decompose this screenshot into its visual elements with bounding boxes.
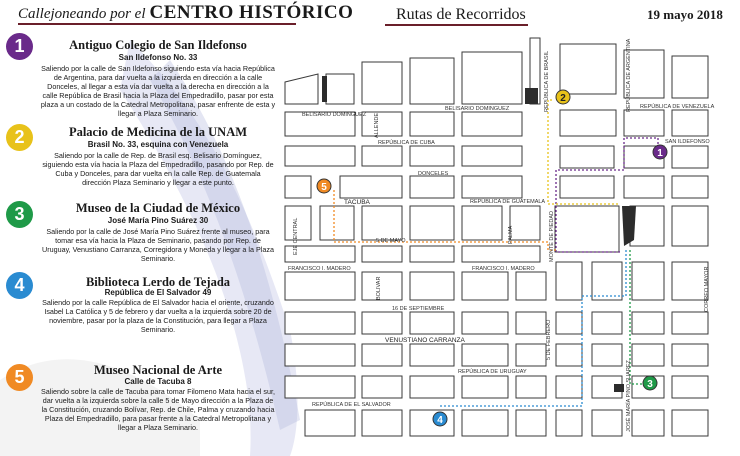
city-block (410, 176, 454, 198)
landmark-block (614, 384, 624, 392)
city-block (305, 410, 355, 436)
city-block (560, 44, 616, 94)
street-label: VENUSTIANO CARRANZA (385, 337, 465, 344)
city-block (672, 376, 708, 398)
city-block (624, 110, 664, 136)
route-address: República de El Salvador 49 (104, 288, 212, 297)
city-blocks (285, 38, 708, 436)
city-block (560, 110, 616, 136)
route-address: San Ildefonso No. 33 (118, 53, 198, 62)
street-label: 16 DE SEPTIEMBRE (392, 306, 445, 312)
route-name: Biblioteca Lerdo de Tejada (85, 275, 231, 289)
route-description: Saliendo por la calle República de El Salvador hacia el oriente, cruzando Isabel La Católica y 5 de febrero y dar vuelta a la izquierda sobre 20 de noviembre, pasar por la plaza de la Constitución, para llegar a Plaza Seminario. (42, 298, 274, 334)
city-block (672, 176, 708, 198)
city-block (410, 112, 454, 136)
route-number-badge: 3 (6, 201, 33, 228)
city-block (462, 176, 522, 198)
city-block (516, 376, 546, 398)
street-label: BOLIVAR (376, 276, 382, 300)
city-block (560, 176, 614, 198)
route-number-badge: 4 (6, 272, 33, 299)
city-block (410, 410, 454, 436)
city-block (326, 74, 354, 104)
page-title-script: Callejoneando por el (18, 6, 146, 22)
marker-number: 5 (321, 182, 327, 193)
marker-number: 2 (560, 93, 566, 104)
street-label: REPÚBLICA DE GUATEMALA (470, 199, 546, 205)
route-number-badge: 2 (6, 124, 33, 151)
city-block (362, 206, 402, 240)
map-marker-2 (556, 90, 570, 104)
map-title: Rutas de Recorridos (396, 6, 526, 23)
street-label: ALLENDE (374, 112, 380, 138)
landmark-block (322, 76, 327, 102)
page-title-caps: CENTRO HISTÓRICO (149, 2, 354, 23)
city-block (672, 410, 708, 436)
city-block (555, 206, 619, 252)
city-block (556, 344, 582, 366)
route-address: Brasil No. 33, esquina con Venezuela (87, 140, 229, 149)
city-block (516, 272, 546, 300)
city-block (516, 344, 546, 366)
city-block (285, 146, 355, 166)
route-description: Saliendo por la calle de San Ildefonso siguiendo esta vía hacia República de Argentina, para dar vuelta a la izquierda en dirección a la calle Donceles, al llegar a esta vía dar vuelta a la derecha en dirección a la calle República de Brasil hacia la Plaza del Empedradillo, pasar por esta plaza a un costado de la Catedral Metropolitana, pasar enfrente de esta y llegar a Plaza Seminario. (40, 64, 276, 118)
street-label: JOSÉ MARÍA PINO SUAREZ (626, 360, 632, 432)
street-label: FRANCISCO I. MADERO (288, 266, 351, 272)
city-block (556, 376, 582, 398)
city-block (462, 376, 508, 398)
city-block (362, 146, 402, 166)
city-block (285, 74, 318, 104)
map-marker-1 (653, 145, 667, 159)
city-block (362, 272, 402, 300)
street-label: REPÚBLICA DE EL SALVADOR (312, 402, 391, 408)
city-block (462, 146, 522, 166)
marker-number: 4 (437, 415, 443, 426)
street-label: REPÚBLICA DE VENEZUELA (640, 104, 715, 110)
city-block (592, 410, 622, 436)
city-block (362, 62, 402, 104)
city-block (672, 344, 708, 366)
city-block (410, 376, 454, 398)
city-block (362, 344, 402, 366)
city-block (672, 146, 708, 168)
route-name: Museo de la Ciudad de México (75, 201, 241, 215)
street-label: FRANCISCO I. MADERO (472, 266, 535, 272)
city-block (410, 146, 454, 166)
street-label: REPÚBLICA DE ARGENTINA (626, 38, 632, 112)
city-block (556, 312, 582, 334)
street-label: 5 DE FEBRERO (546, 319, 552, 360)
route-number-badge: 5 (6, 364, 33, 391)
city-block (592, 262, 622, 300)
city-block (410, 272, 454, 300)
route-description: Saliendo sobre la calle de Tacuba para tomar Filomeno Mata hacia el sur, dar vuelta a la izquierda sobre la calle 5 de Mayo dirección a la Plaza de la Constitución, cruzando Bolívar, Rep. de Chile, Palma y cruzando hacia Plaza del Empedradillo, para pasar frente a la Catedral Metropolitana y llegar a Plaza Seminario. (41, 387, 275, 432)
city-block (285, 376, 355, 398)
city-block (462, 52, 522, 104)
city-block (672, 206, 708, 246)
city-block (516, 312, 546, 334)
city-block (462, 246, 540, 262)
route-description: Saliendo por la calle de José María Pino Suárez frente al museo, para tomar esa vía hacia la Plaza de Seminario, pasando por Rep. de Uruguay, Venustiano Carranza, Corregidora y Moneda y llegar a la Plaza Seminario. (42, 227, 274, 263)
street-label: DONCELES (418, 171, 449, 177)
street-label: CORREO MAYOR (704, 266, 710, 312)
route-address: José María Pino Suárez 30 (107, 216, 209, 225)
city-block (340, 176, 402, 198)
city-block (410, 58, 454, 104)
city-block (632, 262, 664, 300)
street-label: REPÚBLICA DE BRASIL (544, 50, 550, 112)
street-label: REPÚBLICA DE URUGUAY (458, 369, 527, 375)
city-block (556, 410, 582, 436)
city-block (672, 56, 708, 98)
city-block (410, 344, 454, 366)
city-block (592, 312, 622, 334)
street-label: SAN ILDEFONSO (665, 139, 710, 145)
city-block (462, 312, 508, 334)
city-block (285, 176, 311, 198)
route-number-badge: 1 (6, 33, 33, 60)
city-block (672, 262, 708, 300)
city-block (462, 272, 508, 300)
city-block (556, 262, 582, 300)
catedral-block (622, 206, 636, 246)
city-block (560, 146, 614, 168)
city-block (410, 246, 454, 262)
city-block (285, 312, 355, 334)
city-block (362, 112, 402, 136)
city-block (462, 410, 508, 436)
street-label: BELISARIO DOMINGUEZ (445, 106, 510, 112)
map-marker-4 (433, 412, 447, 426)
city-block (632, 312, 664, 334)
marker-number: 1 (657, 148, 663, 159)
city-block (462, 206, 502, 240)
city-block (672, 110, 708, 136)
map-marker-3 (643, 376, 657, 390)
street-label: EJE CENTRAL (293, 217, 299, 255)
route-address: Calle de Tacuba 8 (124, 377, 192, 386)
route-description: Saliendo por la calle de Rep. de Brasil esq. Belisario Domínguez, siguiendo esta vía hacia la Plaza del Empedradillo, pasando por Rep. de Cuba y Donceles, para dar vuelta en la calle Rep. de Guatemala dirección Plaza Seminario y llegar a este punto. (42, 151, 274, 187)
city-block (632, 410, 664, 436)
street-label: PALMA (508, 225, 514, 244)
event-date: 19 mayo 2018 (647, 7, 723, 22)
city-block (410, 312, 454, 334)
city-block (362, 410, 402, 436)
city-block (410, 206, 454, 240)
city-block (320, 206, 354, 240)
city-block (462, 112, 522, 136)
street-label: 5 DE MAYO (376, 238, 406, 244)
city-block (592, 344, 622, 366)
city-block (632, 344, 664, 366)
city-block (624, 176, 664, 198)
landmark-block (525, 88, 538, 104)
street-label: TACUBA (344, 199, 370, 206)
city-block (672, 312, 708, 334)
city-block (462, 344, 508, 366)
route-name: Antiguo Colegio de San Ildefonso (69, 38, 247, 52)
marker-number: 3 (647, 379, 653, 390)
city-block (510, 206, 540, 240)
city-block (362, 376, 402, 398)
city-block (516, 410, 546, 436)
street-label: BELISARIO DOMINGUEZ (302, 112, 367, 118)
route-name: Museo Nacional de Arte (93, 363, 223, 377)
route-name: Palacio de Medicina de la UNAM (68, 125, 248, 139)
city-block (285, 344, 355, 366)
city-block (285, 272, 355, 300)
street-label: MONTE DE PIEDAD (549, 210, 555, 262)
city-block (362, 312, 402, 334)
street-label: REPÚBLICA DE CUBA (378, 140, 435, 146)
city-block (362, 246, 402, 262)
map-marker-5 (317, 179, 331, 193)
